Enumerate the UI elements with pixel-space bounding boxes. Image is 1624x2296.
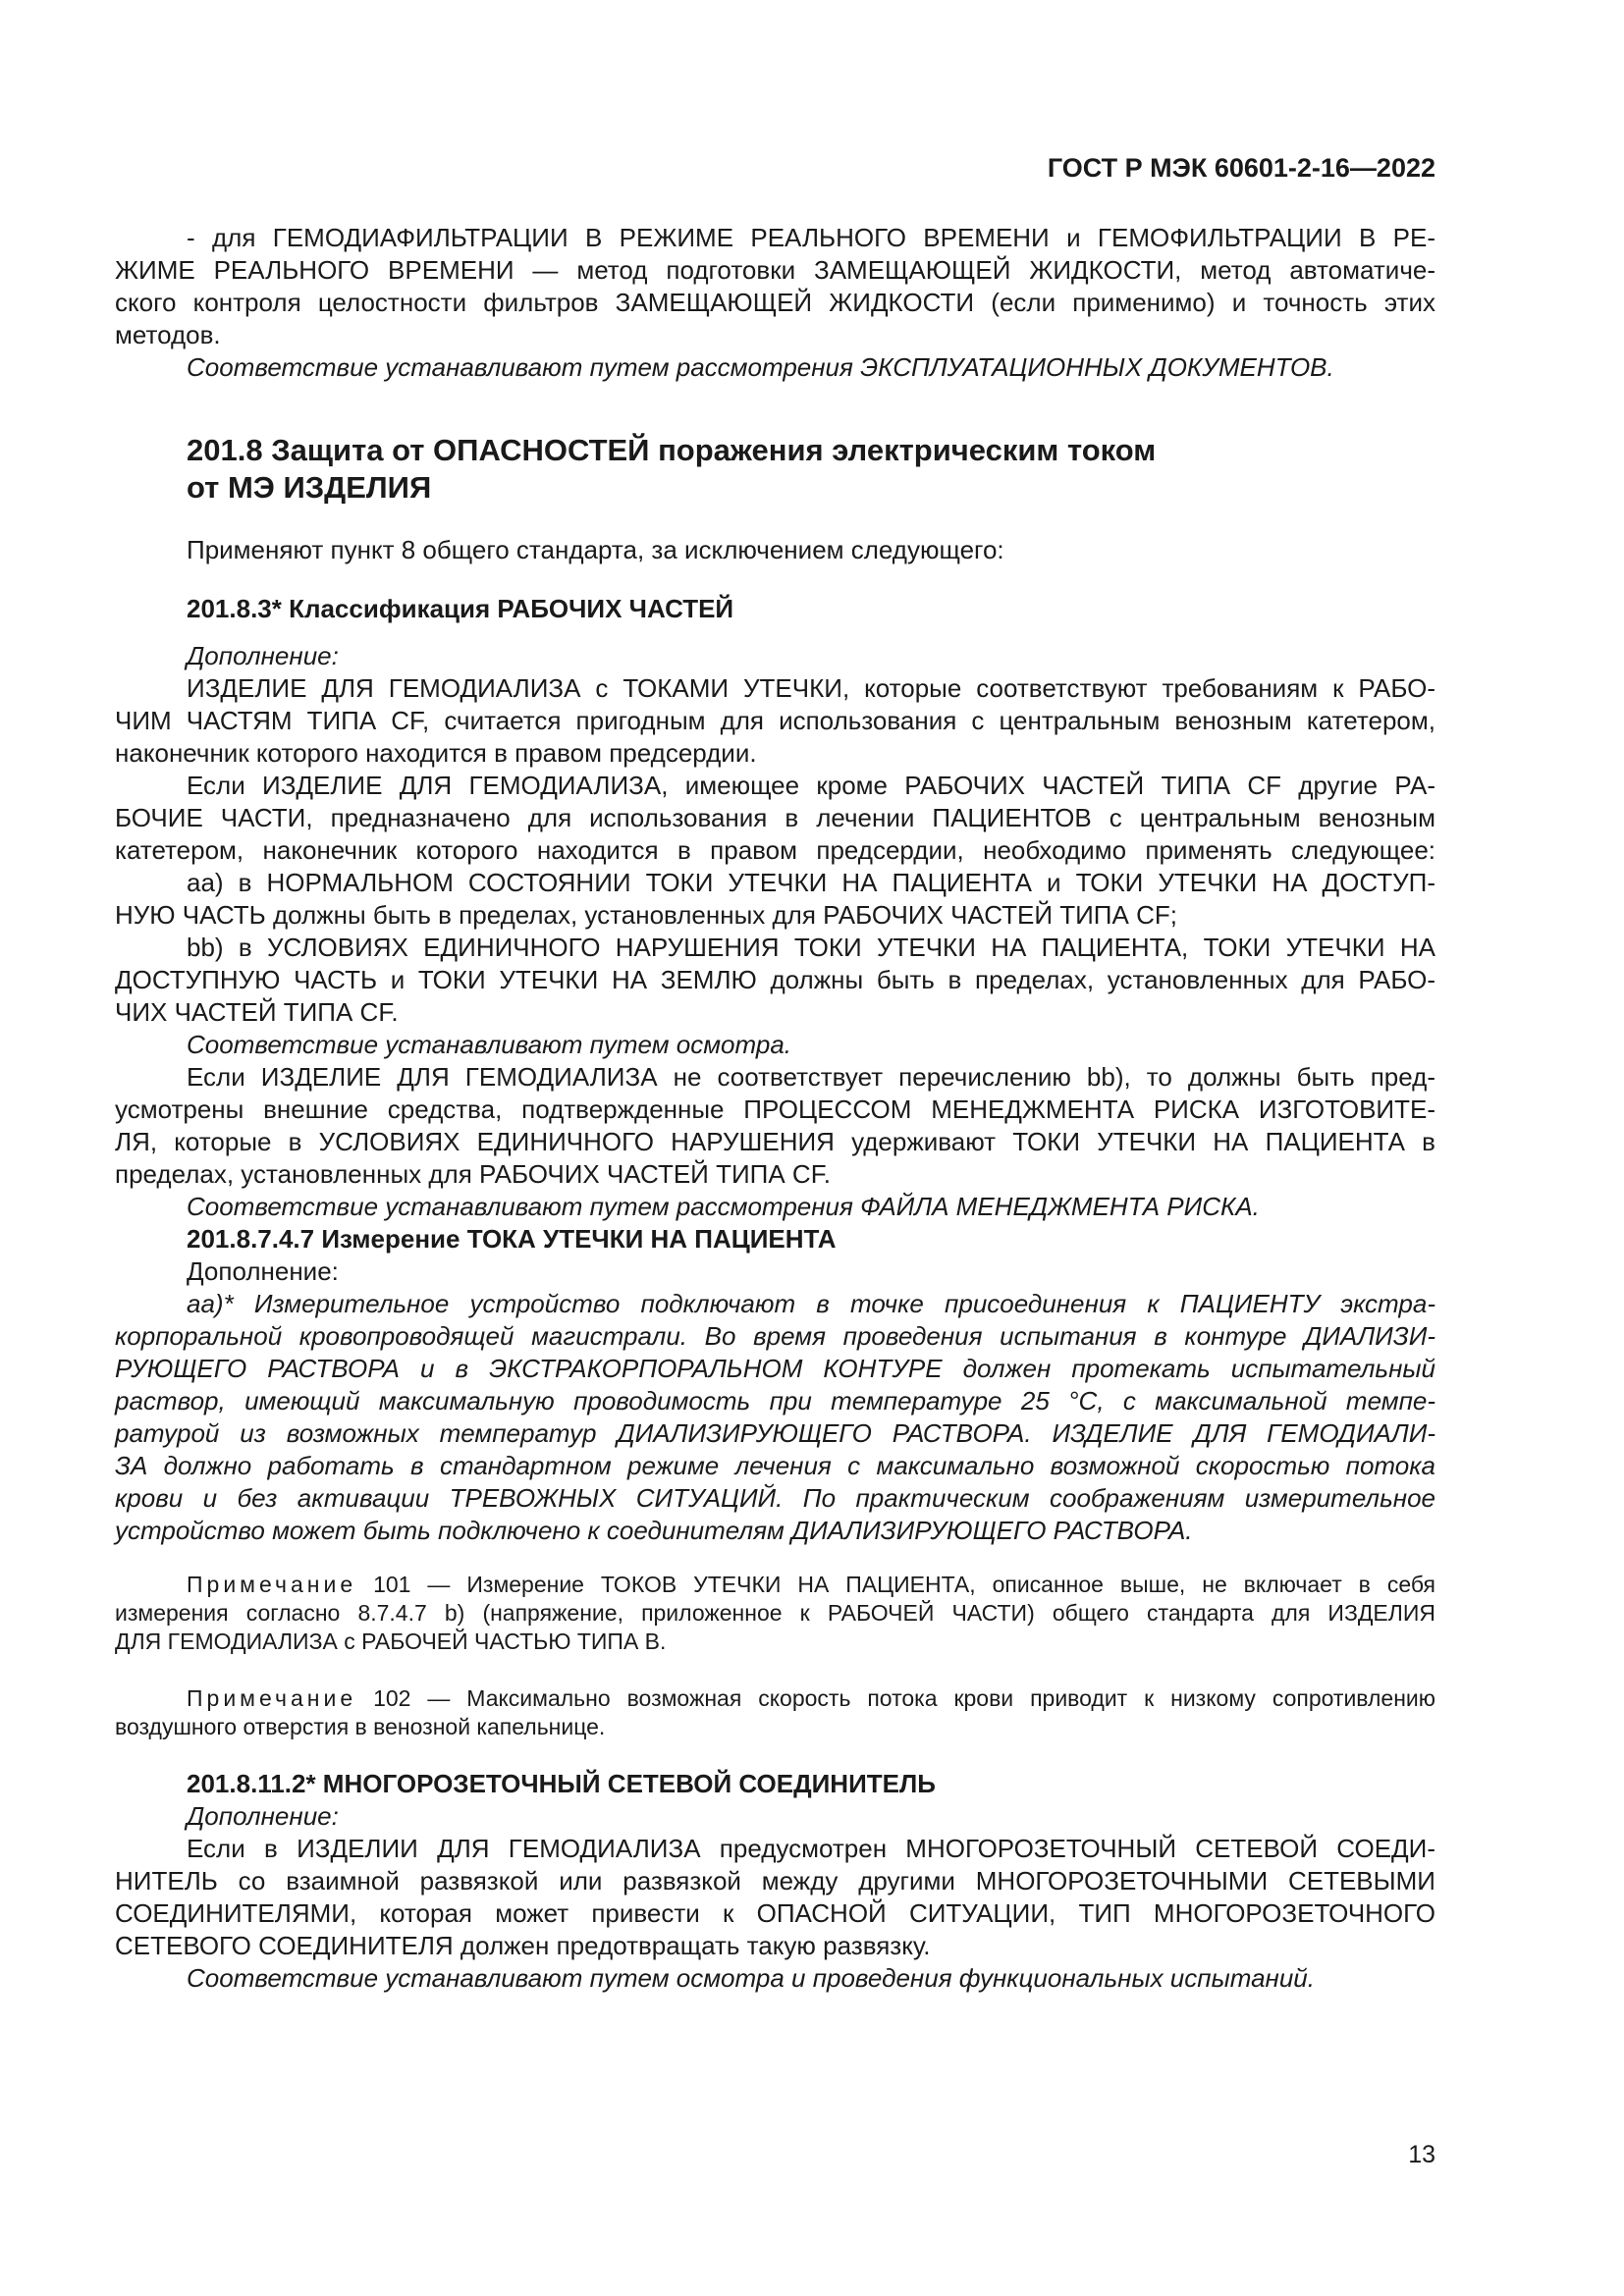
- line-text: БОЧИЕ ЧАСТИ, предназначено для использования в лечении ПАЦИЕНТОВ с центральным венозным: [115, 803, 1435, 832]
- page-number: 13: [1408, 2141, 1435, 2168]
- text-line: [115, 1900, 1435, 1926]
- text-line: [115, 1323, 1435, 1349]
- line-text: Соответствие устанавливают путем рассмотрения ФАЙЛА МЕНЕДЖМЕНТА РИСКА.: [187, 1192, 1260, 1221]
- line-text: ЧИМ ЧАСТЯМ ТИПА CF, считается пригодным для использования с центральным венозным катетером,: [115, 706, 1435, 735]
- line-text: усмотрены внешние средства, подтвержденные ПРОЦЕССОМ МЕНЕДЖМЕНТА РИСКА ИЗГОТОВИТЕ-: [115, 1095, 1435, 1124]
- line-text: катетером, наконечник которого находится в правом предсердии, необходимо применять следующее:: [115, 835, 1435, 865]
- line-text: НИТЕЛЬ со взаимной развязкой или развязкой между другими МНОГОРОЗЕТОЧНЫМИ СЕТЕВЫМИ: [115, 1866, 1435, 1896]
- text-line: [115, 290, 1435, 315]
- line-text: Соответствие устанавливают путем рассмотрения ЭКСПЛУАТАЦИОННЫХ ДОКУМЕНТОВ.: [187, 352, 1334, 382]
- text-line: [115, 967, 1435, 992]
- section-heading: [187, 1771, 936, 1796]
- text-line: [115, 1388, 1435, 1414]
- text-line: [115, 322, 221, 347]
- line-text: 101 — Измерение ТОКОВ УТЕЧКИ НА ПАЦИЕНТА, описанное выше, не включает в себя: [373, 1572, 1435, 1597]
- text-line: [115, 902, 1177, 928]
- line-text: от МЭ ИЗДЕЛИЯ: [187, 470, 432, 505]
- text-line: [115, 1129, 1435, 1154]
- line-text: аа)* Измерительное устройство подключают в точке присоединения к ПАЦИЕНТУ экстра-: [187, 1289, 1435, 1318]
- line-text: Если ИЗДЕЛИЕ ДЛЯ ГЕМОДИАЛИЗА, имеющее кроме РАБОЧИХ ЧАСТЕЙ ТИПА CF другие РА-: [187, 771, 1435, 800]
- line-text: Если в ИЗДЕЛИИ ДЛЯ ГЕМОДИАЛИЗА предусмотрен МНОГОРОЗЕТОЧНЫЙ СЕТЕВОЙ СОЕДИ-: [187, 1834, 1435, 1863]
- line-text: НУЮ ЧАСТЬ должны быть в пределах, установленных для РАБОЧИХ ЧАСТЕЙ ТИПА CF;: [115, 900, 1177, 930]
- line-text: ДЛЯ ГЕМОДИАЛИЗА с РАБОЧЕЙ ЧАСТЬЮ ТИПА В.: [115, 1629, 667, 1654]
- line-text: - для ГЕМОДИАФИЛЬТРАЦИИ В РЕЖИМЕ РЕАЛЬНОГО ВРЕМЕНИ и ГЕМОФИЛЬТРАЦИИ В РЕ-: [187, 223, 1435, 252]
- line-text: 102 — Максимально возможная скорость потока крови приводит к низкому сопротивлению: [373, 1685, 1435, 1711]
- line-text: 201.8.3* Классификация РАБОЧИХ ЧАСТЕЙ: [187, 594, 734, 623]
- text-line: [187, 1803, 339, 1829]
- text-line: [115, 1485, 1435, 1511]
- line-text: ского контроля целостности фильтров ЗАМЕЩАЮЩЕЙ ЖИДКОСТИ (если применимо) и точность этих: [115, 288, 1435, 317]
- line-text: 201.8 Защита от ОПАСНОСТЕЙ поражения электрическим током: [187, 433, 1157, 467]
- text-line: [187, 1836, 1435, 1861]
- note-label: Примечание: [187, 1572, 357, 1597]
- line-text: bb) в УСЛОВИЯХ ЕДИНИЧНОГО НАРУШЕНИЯ ТОКИ УТЕЧКИ НА ПАЦИЕНТА, ТОКИ УТЕЧКИ НА: [187, 933, 1435, 962]
- text-line: [115, 1096, 1435, 1122]
- text-line: [115, 1356, 1435, 1381]
- note-label: Примечание: [187, 1685, 357, 1711]
- text-line: [115, 1518, 1193, 1543]
- line-text: Дополнение:: [187, 1801, 339, 1831]
- text-line: [187, 354, 1334, 380]
- text-line: [187, 675, 1435, 701]
- text-line: [187, 1258, 339, 1284]
- line-text: ЗА должно работать в стандартном режиме лечения с максимально возможной скоростью потока: [115, 1451, 1435, 1480]
- note-line: [115, 1716, 605, 1738]
- text-line: [115, 999, 399, 1025]
- line-text: Применяют пункт 8 общего стандарта, за исключением следующего:: [187, 535, 1004, 564]
- text-line: [187, 1064, 1435, 1090]
- line-text: измерения согласно 8.7.4.7 b) (напряжение, приложенное к РАБОЧЕЙ ЧАСТИ) общего стандарта для ИЗДЕЛИЯ: [115, 1600, 1435, 1626]
- header-standard-number: ГОСТ Р МЭК 60601-2-16—2022: [1047, 153, 1435, 183]
- text-line: [187, 1032, 791, 1057]
- line-text: 201.8.7.4.7 Измерение ТОКА УТЕЧКИ НА ПАЦИЕНТА: [187, 1224, 837, 1254]
- line-text: наконечник которого находится в правом предсердии.: [115, 738, 757, 768]
- line-text: СЕТЕВОГО СОЕДИНИТЕЛЯ должен предотвращать такую развязку.: [115, 1931, 931, 1960]
- line-text: ЛЯ, которые в УСЛОВИЯХ ЕДИНИЧНОГО НАРУШЕНИЯ удерживают ТОКИ УТЕЧКИ НА ПАЦИЕНТА в: [115, 1127, 1435, 1156]
- line-text: Дополнение:: [187, 641, 339, 670]
- line-text: аа) в НОРМАЛЬНОМ СОСТОЯНИИ ТОКИ УТЕЧКИ НА ПАЦИЕНТА и ТОКИ УТЕЧКИ НА ДОСТУП-: [187, 868, 1435, 897]
- text-line: [115, 257, 1435, 283]
- line-text: устройство может быть подключено к соединителям ДИАЛИЗИРУЮЩЕГО РАСТВОРА.: [115, 1516, 1193, 1545]
- line-text: пределах, установленных для РАБОЧИХ ЧАСТЕЙ ТИПА CF.: [115, 1159, 831, 1189]
- note-line: [115, 1630, 666, 1653]
- text-line: [187, 537, 1004, 562]
- line-text: Если ИЗДЕЛИЕ ДЛЯ ГЕМОДИАЛИЗА не соответствует перечислению bb), то должны быть пред-: [187, 1062, 1435, 1092]
- line-text: ратурой из возможных температур ДИАЛИЗИРУЮЩЕГО РАСТВОРА. ИЗДЕЛИЕ ДЛЯ ГЕМОДИАЛИ-: [115, 1418, 1435, 1448]
- line-text: ИЗДЕЛИЕ ДЛЯ ГЕМОДИАЛИЗА с ТОКАМИ УТЕЧКИ, которые соответствуют требованиям к РАБО-: [187, 673, 1435, 703]
- line-text: Соответствие устанавливают путем осмотра и проведения функциональных испытаний.: [187, 1963, 1315, 1993]
- text-line: [115, 1933, 931, 1958]
- line-text: ЖИМЕ РЕАЛЬНОГО ВРЕМЕНИ — метод подготовки ЗАМЕЩАЮЩЕЙ ЖИДКОСТИ, метод автоматиче-: [115, 255, 1435, 285]
- line-text: крови и без активации ТРЕВОЖНЫХ СИТУАЦИЙ. По практическим соображениям измерительное: [115, 1483, 1435, 1513]
- text-line: [115, 740, 757, 766]
- text-line: [115, 837, 1435, 863]
- text-line: [187, 1194, 1260, 1219]
- line-text: корпоральной кровопроводящей магистрали. Во время проведения испытания в контуре ДИАЛИЗИ-: [115, 1321, 1435, 1351]
- line-text: методов.: [115, 320, 221, 349]
- note-line: [187, 1574, 1435, 1596]
- text-line: [187, 643, 339, 668]
- text-line: [187, 773, 1435, 798]
- line-text: ДОСТУПНУЮ ЧАСТЬ и ТОКИ УТЕЧКИ НА ЗЕМЛЮ должны быть в пределах, установленных для РАБО-: [115, 965, 1435, 994]
- section-heading: [187, 1226, 837, 1252]
- line-text: Дополнение:: [187, 1256, 339, 1286]
- line-text: СОЕДИНИТЕЛЯМИ, которая может привести к ОПАСНОЙ СИТУАЦИИ, ТИП МНОГОРОЗЕТОЧНОГО: [115, 1898, 1435, 1928]
- line-text: воздушного отверстия в венозной капельнице.: [115, 1714, 606, 1739]
- note-line: [187, 1687, 1435, 1710]
- section-heading: [187, 596, 733, 621]
- line-text: Соответствие устанавливают путем осмотра.: [187, 1030, 792, 1059]
- section-heading: [187, 472, 431, 503]
- text-line: [115, 1420, 1435, 1446]
- text-line: [115, 805, 1435, 830]
- text-line: [115, 708, 1435, 733]
- text-line: [187, 225, 1435, 250]
- text-line: [115, 1161, 831, 1187]
- text-line: [187, 1965, 1315, 1991]
- text-line: [115, 1453, 1435, 1478]
- text-line: [187, 870, 1435, 895]
- line-text: РУЮЩЕГО РАСТВОРА и в ЭКСТРАКОРПОРАЛЬНОМ КОНТУРЕ должен протекать испытательный: [115, 1354, 1435, 1383]
- section-heading: [187, 435, 1156, 465]
- text-line: [187, 934, 1435, 960]
- line-text: раствор, имеющий максимальную проводимость при температуре 25 °С, с максимальной темпе-: [115, 1386, 1435, 1415]
- line-text: ЧИХ ЧАСТЕЙ ТИПА CF.: [115, 997, 399, 1027]
- text-line: [187, 1291, 1435, 1316]
- line-text: 201.8.11.2* МНОГОРОЗЕТОЧНЫЙ СЕТЕВОЙ СОЕДИНИТЕЛЬ: [187, 1769, 936, 1798]
- note-line: [115, 1602, 1435, 1625]
- text-line: [115, 1868, 1435, 1894]
